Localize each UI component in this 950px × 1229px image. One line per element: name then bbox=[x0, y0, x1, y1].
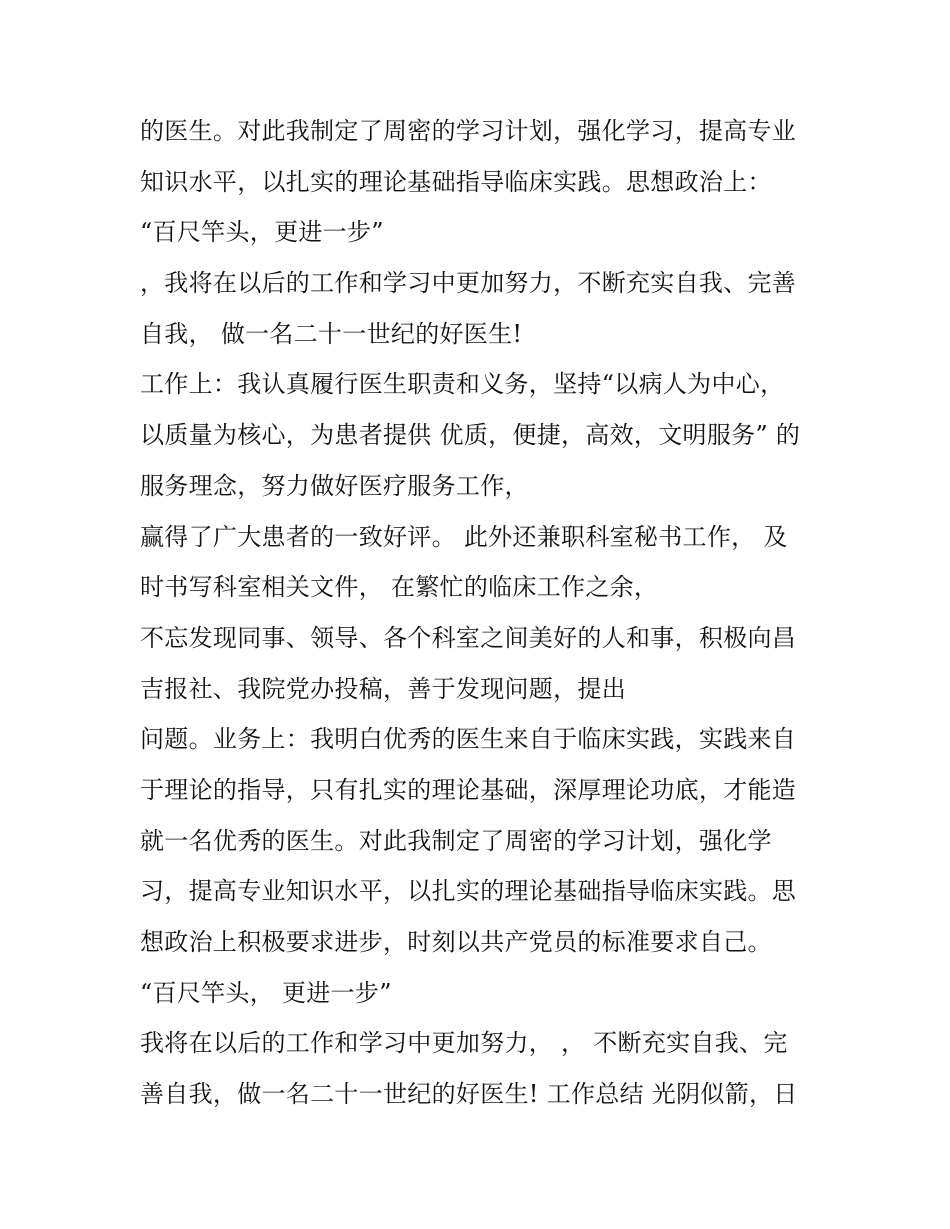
text-line: 就一名优秀的医生。对此我制定了周密的学习计划，强化学 bbox=[140, 826, 772, 855]
text-line: 善自我，做一名二十一世纪的好医生! 工作总结 光阴似箭，日 bbox=[140, 1080, 798, 1109]
text-line: 以质量为核心，为患者提供 优质，便捷，高效，文明服务” 的 bbox=[140, 421, 801, 450]
body-text bbox=[140, 106, 830, 1120]
text-line: 工作上：我认真履行医生职责和义务，坚持“以病人为中心， bbox=[140, 370, 785, 399]
text-line: 的医生。对此我制定了周密的学习计划，强化学习，提高专业 bbox=[140, 117, 797, 145]
text-line: 我将在以后的工作和学习中更加努力， ， 不断充实自我、完 bbox=[140, 1029, 788, 1058]
text-line: 自我， 做一名二十一世纪的好医生! bbox=[140, 319, 523, 348]
text-line: 问题。业务上：我明白优秀的医生来自于临床实践，实践来自 bbox=[140, 725, 797, 754]
text-line: 知识水平，以扎实的理论基础指导临床实践。思想政治上： bbox=[140, 167, 772, 196]
text-line: ，我将在以后的工作和学习中更加努力，不断充实自我、完善 bbox=[140, 269, 797, 298]
text-line: 于理论的指导，只有扎实的理论基础，深厚理论功底，才能造 bbox=[140, 775, 797, 804]
text-line: “百尺竿头，更进一步” bbox=[140, 218, 384, 247]
text-line: 时书写科室相关文件， 在繁忙的临床工作之余， bbox=[140, 573, 659, 602]
text-line: “百尺竿头， 更进一步” bbox=[140, 978, 392, 1007]
text-line: 想政治上积极要求进步，时刻以共产党员的标准要求自己。 bbox=[140, 928, 772, 956]
text-line: 习，提高专业知识水平，以扎实的理论基础指导临床实践。思 bbox=[140, 877, 797, 906]
text-line: 服务理念，努力做好医疗服务工作， bbox=[140, 471, 529, 500]
text-line: 吉报社、我院党办投稿，善于发现问题，提出 bbox=[140, 674, 626, 703]
text-line: 赢得了广大患者的一致好评。 此外还兼职科室秘书工作， 及 bbox=[140, 522, 788, 551]
text-line: 不忘发现同事、领导、各个科室之间美好的人和事，积极向昌 bbox=[140, 623, 797, 652]
